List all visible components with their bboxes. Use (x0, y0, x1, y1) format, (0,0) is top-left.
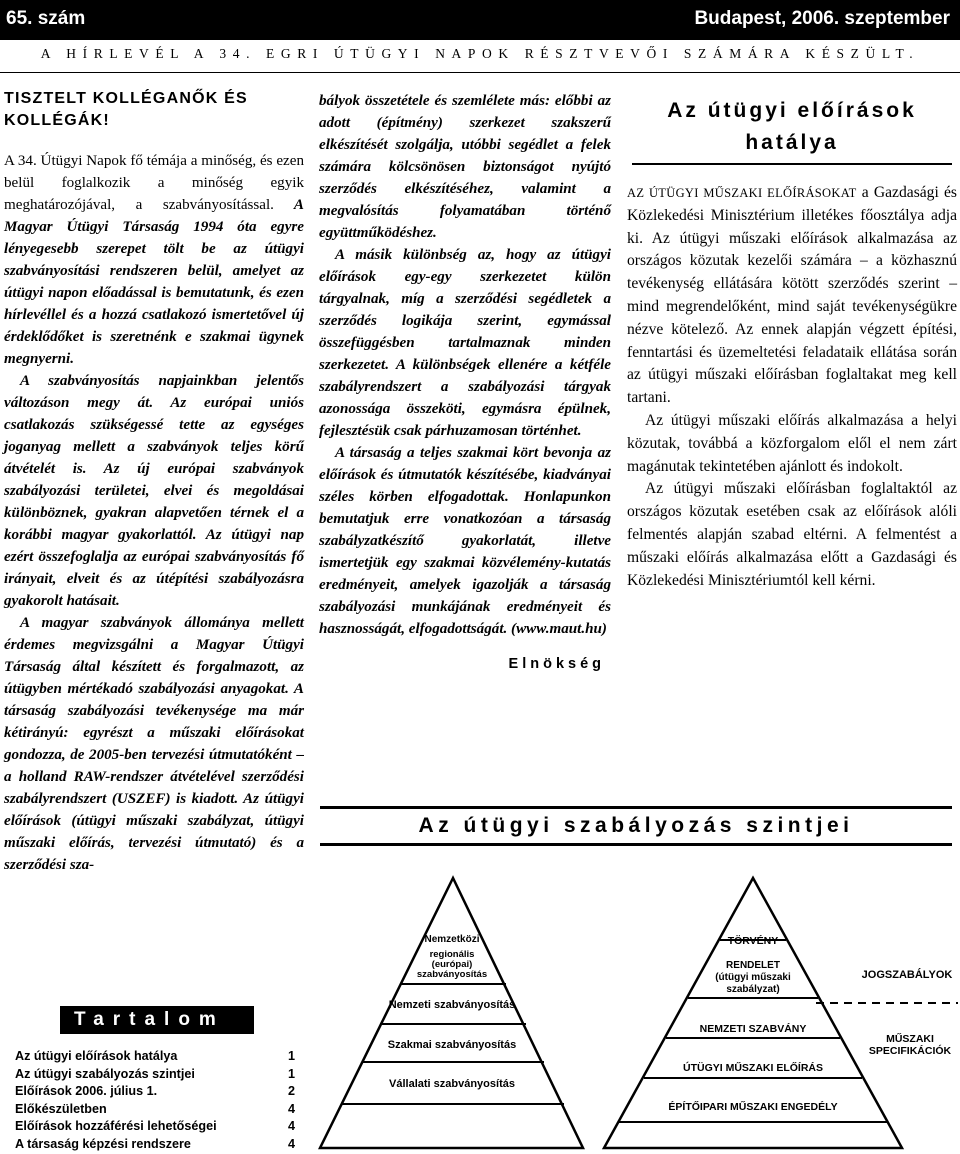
signature: Elnökség (508, 656, 605, 672)
regional-label: regionális (európai) szabványosítás (416, 949, 488, 980)
scope-heading: Az útügyi előírások hatálya (632, 95, 952, 165)
toc-row[interactable] (15, 1048, 295, 1066)
toc-item-label: A társaság képzési rendszere (15, 1136, 191, 1151)
column-2 (319, 90, 611, 675)
right-level-4: ÚTÜGYI MŰSZAKI ELŐÍRÁS (682, 1062, 824, 1074)
toc-item-label: Az útügyi szabályozás szintjei (15, 1066, 195, 1081)
masthead-bar (0, 0, 960, 40)
toc-item-page: 2 (287, 1084, 295, 1098)
newsletter-subtitle: A HÍRLEVÉL A 34. EGRI ÚTÜGYI NAPOK RÉSZTVEVŐI SZÁMÁRA KÉSZÜLT. (40, 46, 920, 61)
col2-paragraph-1: bályok összetétele és szemlélete más: előbbi az adott (építmény) szerkezet szakszerű elkészítését szolgálja, utóbbi segédlet a felek számára kölcsönösen biztonságot nyújtó szerződés elkészítéséhez, valamint a megvalósítás folyamatában történő együttműködéshez. (319, 93, 611, 241)
toc-title: Tartalom (60, 1006, 254, 1034)
right-level-2: RENDELET (útügyi műszaki szabályzat) (715, 960, 791, 995)
header-rule (0, 72, 960, 73)
toc-row[interactable] (15, 1083, 295, 1101)
intro-rest: A Magyar Útügyi Társaság 1994 óta egyre lényegesebb szerepet tölt be az útügyi szabványosítási rendszeren belül, amelyet az útügyi napon előadással is bemutatunk, és ezen hírlevéllel és a hozzá csatlakozó ismertetővel új érdeklődőket is szeretnénk e szakmai ügynek megnyerni. (4, 197, 304, 367)
left-pyramid (320, 878, 583, 1148)
column-3 (627, 182, 957, 592)
toc-item-page: 4 (287, 1136, 295, 1151)
scope-lead: AZ ÚTÜGYI MŰSZAKI ELŐÍRÁSOKAT (627, 186, 857, 200)
place-date: Budapest, 2006. szeptember (694, 8, 950, 29)
toc-item-label: Előírások 2006. július 1. (15, 1084, 158, 1098)
col2-paragraph-3: A társaság a teljes szakmai kört bevonja az előírások és útmutatók készítésébe, kiadványai széles körben elfogadottak. Honlapunkon bemutatjuk erre vonatkozóan a társaság szabályzatkészítő gyakorlatát, illetve ismertetjük egy szakmai közvélemény-kutatás eredményeit, amelyek igazolják a társaság szabályozási munkájának eredményeit és hasznosságát, elfogadottságát. (www.maut.hu) (319, 445, 611, 637)
toc-row[interactable] (15, 1118, 295, 1136)
issue-number: 65. szám (6, 8, 86, 29)
scope-paragraph-1 (627, 182, 957, 410)
side-label-laws: JOGSZABÁLYOK (861, 969, 953, 981)
p2-rest: Az európai uniós csatlakozás szükségessé tette az egységes joganyag mellett a szabványok teljes körű átvételét is. Az új európai szabványok szabályozási területei, elvei és megoldásai különböznek, gyakran alapvetően térnek el a korábbi magyar gyakorlattól. Az útügyi nap ezért összefoglalja az európai szabványosítás fő irányait, elveit és az útépítési szabályozásra gyakorolt hatásait. (4, 395, 304, 609)
side-label-specs: MŰSZAKI SPECIFIKÁCIÓK (868, 1033, 952, 1057)
scope-rest: a Gazdasági és Közlekedési Minisztérium illetékes főosztálya adja ki. Az útügyi műszaki előírások alkalmazása az országos közutak kezelői számára – a közhasznú tevékenység ellátására kötött szerződés szerint – mind megrendelőként, mind saját tevékenységükre nézve kötelező. Az ennek alapján végzett építési, fenntartási és üzemeltetési feladataik ellátása során az útügyi műszaki előírásban foglaltakat meg kell tartani. (627, 184, 957, 407)
paragraph-3: A magyar szabványok állománya mellett érdemes megvizsgálni a Magyar Útügyi Társaság által készített és forgalmazott, az útügyben mértékadó szabályozási anyagokat. A társaság szabályozási tevékenysége ma már kétirányú: egyrészt a műszaki előírásokat gondozza, de 2005-ben tervezési útmutatóként – a holland RAW-rendszer átvételével szerződési szabályrendszert (USZEF) is kiadott. Az útügyi előírások (útügyi műszaki szabályzat, útügyi műszaki előírás, tervezési útmutató) és a szerződési sza- (4, 615, 304, 873)
column-1 (4, 88, 304, 876)
toc-item-label: Az útügyi előírások hatálya (15, 1049, 178, 1063)
left-level-3: Vállalati szabványosítás (389, 1078, 515, 1090)
toc-row[interactable] (15, 1136, 295, 1154)
left-level-2: Szakmai szabványosítás (387, 1039, 517, 1051)
greeting: TISZTELT KOLLÉGANŐK ÉS KOLLÉGÁK! (4, 90, 248, 129)
left-top-label: Nemzetközi (424, 934, 480, 945)
intro-paragraph (4, 150, 304, 370)
p2-lead: A szabványosítás napjainkban jelentős változáson megy át. (4, 373, 304, 411)
toc-row[interactable] (15, 1101, 295, 1119)
scope-paragraph-2: Az útügyi műszaki előírás alkalmazása a helyi közutak, továbbá a közforgalom elől el nem zárt magánutak tekintetében ajánlott és indokolt. (627, 411, 957, 475)
toc-item-page: 1 (287, 1066, 295, 1081)
intro-plain: A 34. Útügyi Napok fő témája a minőség, és ezen belül foglalkozik a minőség egyik meghatározójával, a szabványosítással. (4, 153, 304, 213)
toc-item-label: Előkészületben (15, 1101, 107, 1116)
regulation-levels-diagram (318, 860, 960, 1154)
right-level-3: NEMZETI SZABVÁNY (699, 1023, 807, 1035)
right-level-1: TÖRVÉNY (727, 935, 779, 947)
toc-row[interactable] (15, 1066, 295, 1084)
diagram-title: Az útügyi szabályozás szintjei (320, 806, 952, 846)
toc-item-page: 4 (287, 1101, 295, 1116)
col2-paragraph-2: A másik különbség az, hogy az útügyi előírások egy-egy szerkezetet külön tárgyalnak, míg a szerződési segédletek a szerződés logikája szerint, egymással összefüggésben tartalmaznak minden szerkezetet. A különbségek ellenére a kétféle szabályrendszert a szabályozási tárgyak azonossága összeköti, egymásra épülnek, fejlesztésük csak párhuzamosan történhet. (319, 247, 611, 439)
right-level-5: ÉPÍTŐIPARI MŰSZAKI ENGEDÉLY (668, 1101, 838, 1113)
toc-item-page: 1 (287, 1049, 295, 1063)
table-of-contents (15, 1048, 295, 1153)
left-level-1: Nemzeti szabványosítás (388, 999, 516, 1011)
scope-paragraph-3: Az útügyi műszaki előírásban foglaltaktól az országos közutak esetében csak az előírások alóli felmentés alapján szabad eltérni. A felmentést a műszaki előírás alkalmazása előtt a Gazdasági és Közlekedési Minisztériumtól kell kérni. (627, 480, 957, 589)
paragraph-2 (4, 370, 304, 612)
toc-item-page: 4 (287, 1119, 295, 1133)
toc-item-label: Előírások hozzáférési lehetőségei (15, 1119, 217, 1133)
